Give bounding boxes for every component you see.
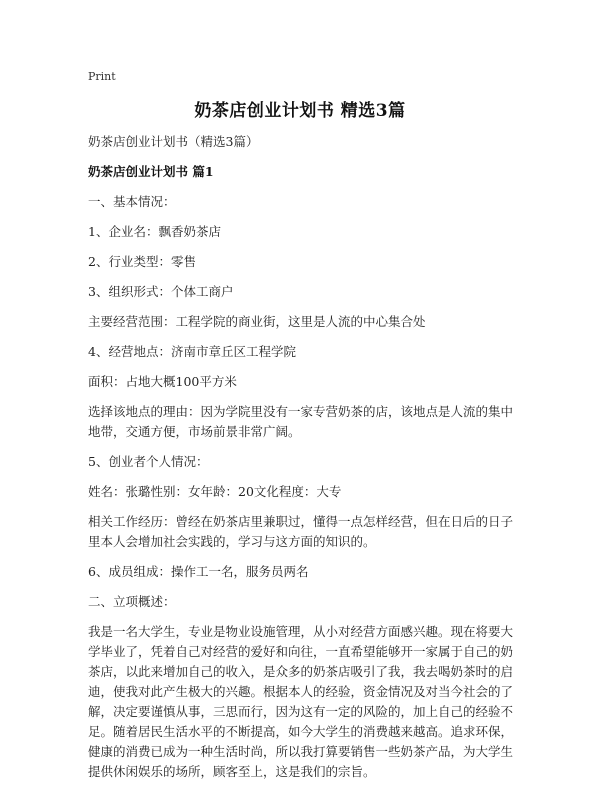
document-title: 奶茶店创业计划书 精选3篇 <box>194 101 406 121</box>
paragraph: 2、行业类型：零售 <box>88 254 196 269</box>
paragraph: 面积：占地大概100平方米 <box>88 374 237 389</box>
paragraph: 4、经营地点：济南市章丘区工程学院 <box>88 344 296 359</box>
print-label: Print <box>88 70 116 83</box>
paragraph: 我是一名大学生，专业是物业设施管理，从小对经营方面感兴趣。现在将要大学毕业了，凭着自己对经营的爱好和向往，一直希望能够开一家属于自己的奶茶店，以此来增加自己的收入，是众多的奶茶店吸引了我，我去喝奶茶时的启迪，使我对此产生极大的兴趣。根据本人的经验，资金情况及对当今社会的了解，决定要谨慎从事，三思而行，因为这有一定的风险的，加上自己的经验不足。随着居民生活水平的不断提高，如今大学生的消费越来越高。追求环保，健康的消费已成为一种生活时尚，所以我打算要销售一些奶茶产品，为大学生提供休闲娱乐的场所，顾客至上，这是我们的宗旨。 <box>88 624 514 779</box>
paragraph: 选择该地点的理由：因为学院里没有一家专营奶茶的店，该地点是人流的集中地带，交通方便，市场前景非常广阔。 <box>88 404 514 439</box>
paragraph: 二、立项概述： <box>88 594 176 609</box>
subtitle-paragraph: 奶茶店创业计划书（精选3篇） <box>88 134 259 149</box>
paragraph: 主要经营范围：工程学院的商业街，这里是人流的中心集合处 <box>88 314 426 329</box>
paragraph: 1、企业名：飘香奶茶店 <box>88 224 221 239</box>
paragraph: 3、组织形式：个体工商户 <box>88 284 234 299</box>
paragraph: 5、创业者个人情况： <box>88 454 209 469</box>
paragraph: 相关工作经历：曾经在奶茶店里兼职过，懂得一点怎样经营，但在日后的日子里本人会增加社会实践的，学习与这方面的知识的。 <box>88 514 514 549</box>
section-heading: 奶茶店创业计划书 篇1 <box>88 164 214 179</box>
paragraph: 6、成员组成：操作工一名，服务员两名 <box>88 564 309 579</box>
paragraph: 姓名：张璐性别：女年龄：20文化程度：大专 <box>88 484 342 499</box>
document-body <box>88 132 518 792</box>
paragraph: 一、基本情况： <box>88 194 176 209</box>
